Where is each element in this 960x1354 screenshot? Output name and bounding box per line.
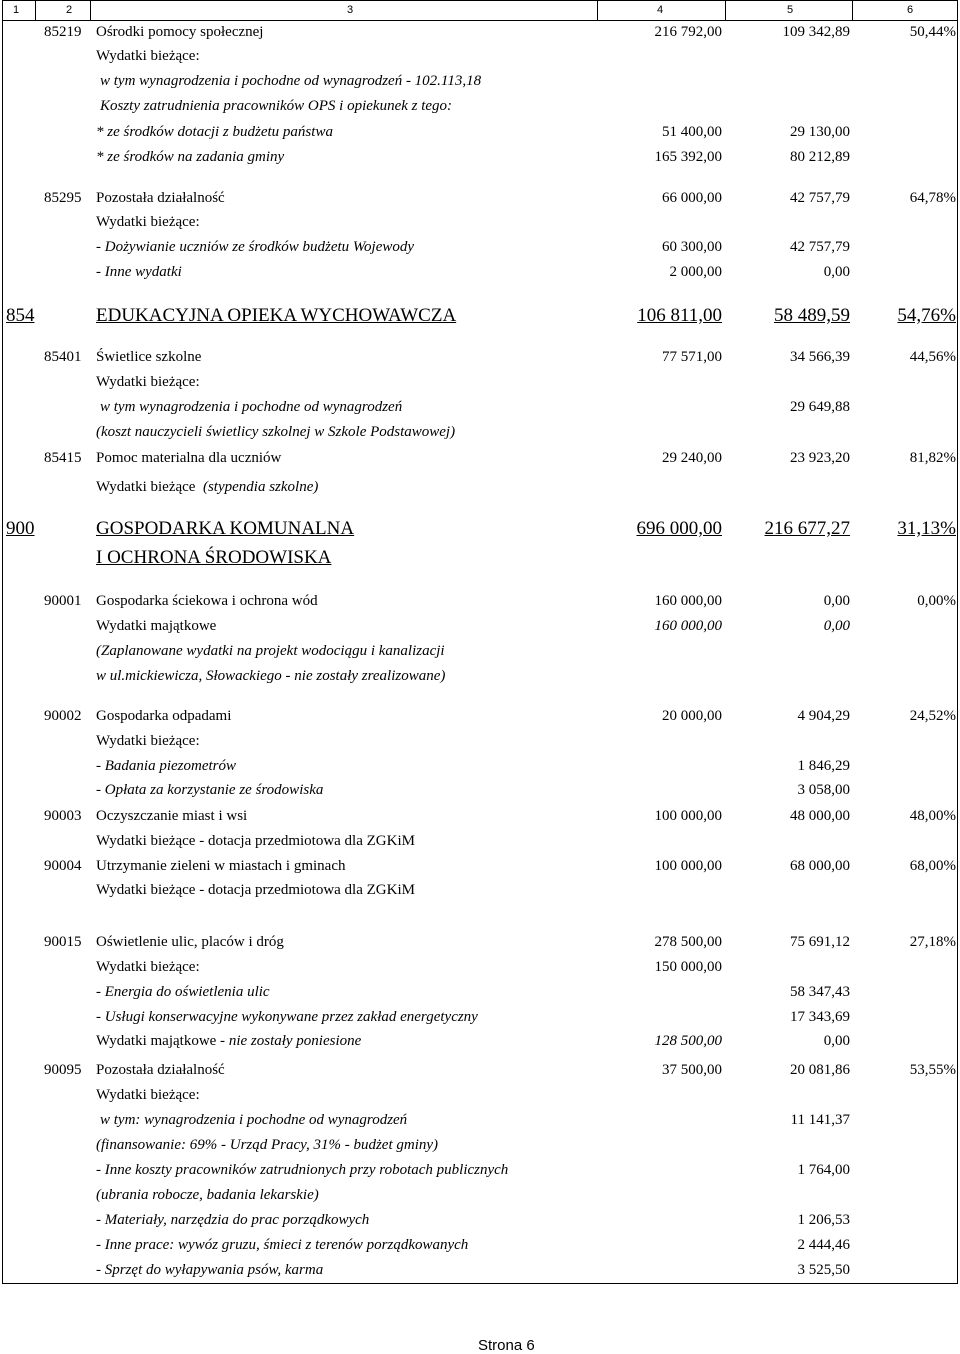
expense-type: Wydatki bieżące:: [96, 733, 200, 749]
plan-value: 60 300,00: [662, 239, 722, 255]
pct-value: 54,76%: [897, 305, 956, 326]
detail-label: w tym: wynagrodzenia i pochodne od wynagrodzeń: [100, 1112, 408, 1128]
header-divider: [35, 0, 36, 20]
section-code: 90001: [44, 593, 82, 609]
plan-value: 128 500,00: [654, 1033, 722, 1049]
pct-value: 64,78%: [909, 190, 956, 206]
col-4-number: 4: [657, 4, 664, 16]
column-number-header: [2, 0, 958, 21]
pct-value: 27,18%: [909, 934, 956, 950]
section-code: 85415: [44, 450, 82, 466]
detail-line: (ubrania robocze, badania lekarskie): [96, 1187, 319, 1203]
plan-value: 37 500,00: [662, 1062, 722, 1078]
exec-value: 1 206,53: [797, 1212, 850, 1228]
section-name: Pomoc materialna dla uczniów: [96, 450, 282, 466]
chapter-code: 854: [6, 305, 35, 326]
detail-label: - Inne prace: wywóz gruzu, śmieci z terenów porządkowanych: [96, 1237, 469, 1253]
pct-value: 53,55%: [909, 1062, 956, 1078]
chapter-name: EDUKACYJNA OPIEKA WYCHOWAWCZA: [96, 305, 457, 326]
detail-label: - Dożywianie uczniów ze środków budżetu Wojewody: [96, 239, 415, 255]
plan-value: 20 000,00: [662, 708, 722, 724]
exec-value: 20 081,86: [790, 1062, 850, 1078]
detail-label: - Inne wydatki: [96, 264, 182, 280]
expense-type: Wydatki bieżące - dotacja przedmiotowa dla ZGKiM: [96, 833, 415, 849]
expense-type: Wydatki bieżące:: [96, 214, 200, 230]
section-name: Oświetlenie ulic, placów i dróg: [96, 934, 284, 950]
detail-label: * ze środków dotacji z budżetu państwa: [96, 124, 333, 140]
expense-type: Wydatki bieżące:: [96, 48, 200, 64]
pct-value: 81,82%: [909, 450, 956, 466]
plan-value: 160 000,00: [654, 618, 722, 634]
section-code: 90004: [44, 858, 82, 874]
exec-value: 17 343,69: [790, 1009, 850, 1025]
exec-value: 42 757,79: [790, 239, 850, 255]
pct-value: 44,56%: [909, 349, 956, 365]
exec-value: 0,00: [823, 1033, 850, 1049]
exec-value: 216 677,27: [764, 518, 850, 539]
section-code: 90015: [44, 934, 82, 950]
exec-value: 1 846,29: [797, 758, 850, 774]
section-name: Pozostała działalność: [96, 1062, 225, 1078]
plan-value: 160 000,00: [654, 593, 722, 609]
plan-value: 278 500,00: [654, 934, 722, 950]
expense-type: Wydatki majątkowe: [96, 618, 217, 634]
section-code: 85401: [44, 349, 82, 365]
detail-label: - Usługi konserwacyjne wykonywane przez zakład energetyczny: [96, 1009, 478, 1025]
plan-value: 100 000,00: [654, 808, 722, 824]
exec-value: 75 691,12: [790, 934, 850, 950]
section-name: Utrzymanie zieleni w miastach i gminach: [96, 858, 346, 874]
detail-label: - Energia do oświetlenia ulic: [96, 984, 270, 1000]
chapter-code: 900: [6, 518, 35, 539]
header-divider: [90, 0, 91, 20]
exec-value: 0,00: [823, 264, 850, 280]
expense-type: [96, 1033, 361, 1050]
detail-line: (koszt nauczycieli świetlicy szkolnej w Szkole Podstawowej): [96, 424, 456, 440]
exec-value: 34 566,39: [790, 349, 850, 365]
section-name: Pozostała działalność: [96, 190, 225, 206]
plan-value: 216 792,00: [654, 24, 722, 40]
chapter-name-line2: I OCHRONA ŚRODOWISKA: [96, 547, 332, 568]
exec-value: 3 058,00: [797, 782, 850, 798]
pct-value: 0,00%: [917, 593, 956, 609]
expense-type-label: Wydatki bieżące: [96, 479, 196, 495]
section-code: 85219: [44, 24, 82, 40]
plan-value: 106 811,00: [637, 305, 722, 326]
header-divider: [725, 0, 726, 20]
pct-value: 31,13%: [897, 518, 956, 539]
exec-value: 109 342,89: [782, 24, 850, 40]
pct-value: 24,52%: [909, 708, 956, 724]
expense-note: (stypendia szkolne): [202, 479, 319, 495]
plan-value: 696 000,00: [636, 518, 722, 539]
exec-value: 48 000,00: [790, 808, 850, 824]
exec-value: 4 904,29: [797, 708, 850, 724]
exec-value: 29 130,00: [790, 124, 850, 140]
pct-value: 50,44%: [909, 24, 956, 40]
expense-type: Wydatki bieżące:: [96, 1087, 200, 1103]
pct-value: 68,00%: [909, 858, 956, 874]
section-code: 90095: [44, 1062, 82, 1078]
detail-line: (Zaplanowane wydatki na projekt wodociągu i kanalizacji: [96, 643, 445, 659]
expense-type: Wydatki bieżące:: [96, 374, 200, 390]
col-6-number: 6: [907, 4, 914, 16]
exec-value: 1 764,00: [797, 1162, 850, 1178]
page-number: Strona 6: [478, 1337, 535, 1354]
plan-value: 29 240,00: [662, 450, 722, 466]
col-2-number: 2: [66, 4, 73, 16]
header-divider: [597, 0, 598, 20]
detail-label: w tym wynagrodzenia i pochodne od wynagrodzeń: [100, 399, 403, 415]
exec-value: 23 923,20: [790, 450, 850, 466]
section-name: Gospodarka odpadami: [96, 708, 232, 724]
plan-value: 100 000,00: [654, 858, 722, 874]
exec-value: 0,00: [823, 618, 850, 634]
exec-value: 80 212,89: [790, 149, 850, 165]
expense-type: Wydatki bieżące:: [96, 959, 200, 975]
exec-value: 29 649,88: [790, 399, 850, 415]
exec-value: 42 757,79: [790, 190, 850, 206]
plan-value: 165 392,00: [654, 149, 722, 165]
expense-type: [96, 479, 318, 496]
exec-value: 11 141,37: [790, 1112, 850, 1128]
plan-value: 51 400,00: [662, 124, 722, 140]
detail-label: - Badania piezometrów: [96, 758, 236, 774]
detail-label: - Sprzęt do wyłapywania psów, karma: [96, 1262, 324, 1278]
plan-value: 150 000,00: [654, 959, 722, 975]
col-1-number: 1: [13, 4, 20, 16]
expense-type: Wydatki bieżące - dotacja przedmiotowa dla ZGKiM: [96, 882, 415, 898]
plan-value: 66 000,00: [662, 190, 722, 206]
header-divider: [852, 0, 853, 20]
exec-value: 58 489,59: [774, 305, 850, 326]
col-3-number: 3: [347, 4, 354, 16]
section-name: Gospodarka ściekowa i ochrona wód: [96, 593, 318, 609]
exec-value: 3 525,50: [797, 1262, 850, 1278]
detail-line: (finansowanie: 69% - Urząd Pracy, 31% - budżet gminy): [96, 1137, 439, 1153]
expense-note: nie zostały poniesione: [228, 1033, 362, 1049]
exec-value: 58 347,43: [790, 984, 850, 1000]
pct-value: 48,00%: [909, 808, 956, 824]
detail-label: * ze środków na zadania gminy: [96, 149, 285, 165]
section-code: 90003: [44, 808, 82, 824]
col-5-number: 5: [787, 4, 794, 16]
expense-type-label: Wydatki majątkowe -: [96, 1033, 226, 1049]
plan-value: 77 571,00: [662, 349, 722, 365]
section-code: 90002: [44, 708, 82, 724]
detail-line: Koszty zatrudnienia pracowników OPS i opiekunek z tego:: [100, 98, 453, 114]
section-name: Świetlice szkolne: [96, 349, 202, 365]
section-name: Oczyszczanie miast i wsi: [96, 808, 248, 824]
plan-value: 2 000,00: [669, 264, 722, 280]
detail-line: w ul.mickiewicza, Słowackiego - nie zostały zrealizowane): [96, 668, 446, 684]
exec-value: 2 444,46: [797, 1237, 850, 1253]
chapter-name: GOSPODARKA KOMUNALNA: [96, 518, 355, 539]
detail-label: - Inne koszty pracowników zatrudnionych przy robotach publicznych: [96, 1162, 509, 1178]
detail-label: - Materiały, narzędzia do prac porządkowych: [96, 1212, 370, 1228]
exec-value: 0,00: [823, 593, 850, 609]
exec-value: 68 000,00: [790, 858, 850, 874]
section-name: Ośrodki pomocy społecznej: [96, 24, 264, 40]
detail-line: w tym wynagrodzenia i pochodne od wynagrodzeń - 102.113,18: [100, 73, 482, 89]
detail-label: - Opłata za korzystanie ze środowiska: [96, 782, 324, 798]
section-code: 85295: [44, 190, 82, 206]
